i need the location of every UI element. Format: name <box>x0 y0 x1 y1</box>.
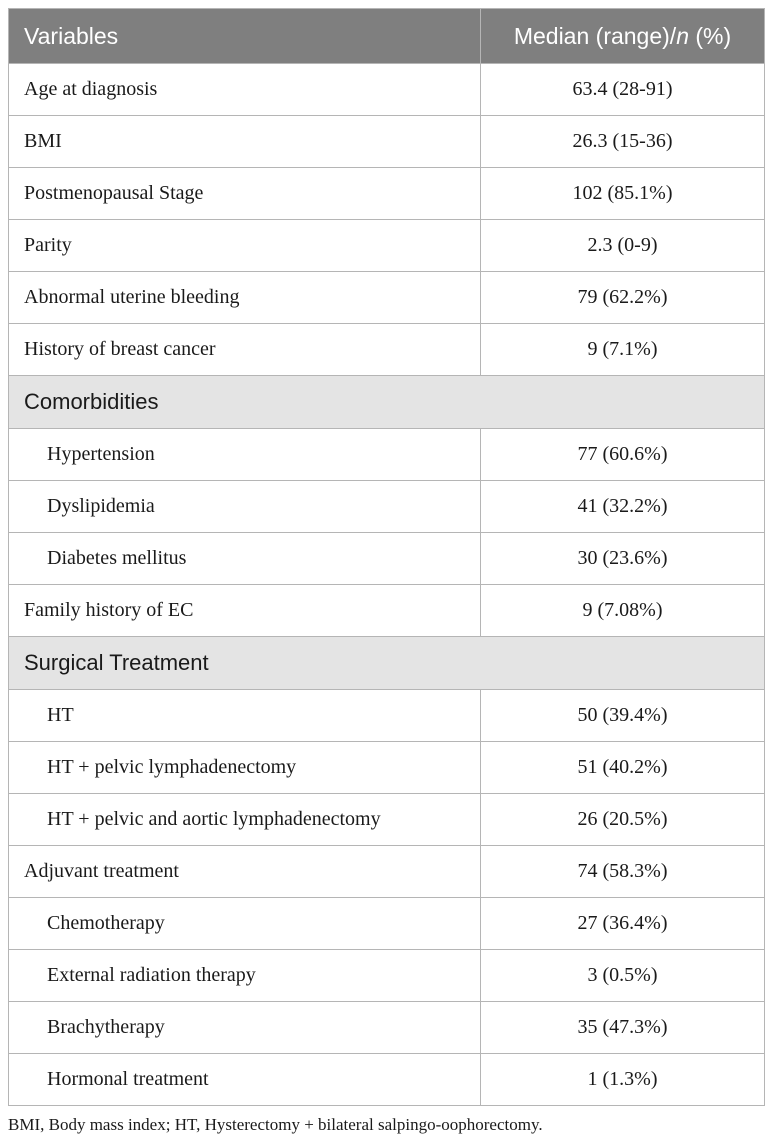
table-row <box>9 64 765 116</box>
value-cell: 9 (7.1%) <box>481 324 765 376</box>
value-cell: 26 (20.5%) <box>481 794 765 846</box>
value-cell: 35 (47.3%) <box>481 1002 765 1054</box>
table-row <box>9 168 765 220</box>
data-table <box>8 8 765 1106</box>
value-cell: 63.4 (28-91) <box>481 64 765 116</box>
variable-cell: HT + pelvic and aortic lymphadenectomy <box>9 794 481 846</box>
table-row <box>9 846 765 898</box>
table-row <box>9 898 765 950</box>
table-row <box>9 324 765 376</box>
variable-cell: Brachytherapy <box>9 1002 481 1054</box>
value-cell: 79 (62.2%) <box>481 272 765 324</box>
section-label: Comorbidities <box>9 376 765 429</box>
value-cell: 26.3 (15-36) <box>481 116 765 168</box>
table-row <box>9 429 765 481</box>
table-row <box>9 220 765 272</box>
variable-cell: Adjuvant treatment <box>9 846 481 898</box>
table-row <box>9 533 765 585</box>
value-cell: 51 (40.2%) <box>481 742 765 794</box>
header-row <box>9 9 765 64</box>
table-row <box>9 690 765 742</box>
variable-cell: Postmenopausal Stage <box>9 168 481 220</box>
value-cell: 9 (7.08%) <box>481 585 765 637</box>
header-median-range <box>481 9 765 64</box>
variable-cell: Abnormal uterine bleeding <box>9 272 481 324</box>
variable-cell: Diabetes mellitus <box>9 533 481 585</box>
value-cell: 1 (1.3%) <box>481 1054 765 1106</box>
variable-cell: Parity <box>9 220 481 272</box>
section-header-row <box>9 376 765 429</box>
value-cell: 50 (39.4%) <box>481 690 765 742</box>
header-variables: Variables <box>9 9 481 64</box>
variable-cell: BMI <box>9 116 481 168</box>
table-row <box>9 272 765 324</box>
table-body <box>9 64 765 1106</box>
table-row <box>9 794 765 846</box>
table-header <box>9 9 765 64</box>
variable-cell: HT + pelvic lymphadenectomy <box>9 742 481 794</box>
value-cell: 41 (32.2%) <box>481 481 765 533</box>
table-row <box>9 585 765 637</box>
header-median-prefix: Median (range)/ <box>513 22 677 49</box>
table-row <box>9 1002 765 1054</box>
value-cell: 30 (23.6%) <box>481 533 765 585</box>
header-percent-suffix: (%) <box>688 22 732 49</box>
variable-cell: Chemotherapy <box>9 898 481 950</box>
value-cell: 27 (36.4%) <box>481 898 765 950</box>
value-cell: 102 (85.1%) <box>481 168 765 220</box>
value-cell: 77 (60.6%) <box>481 429 765 481</box>
variable-cell: Dyslipidemia <box>9 481 481 533</box>
table-row <box>9 742 765 794</box>
variable-cell: HT <box>9 690 481 742</box>
table-row <box>9 481 765 533</box>
value-cell: 3 (0.5%) <box>481 950 765 1002</box>
section-header-row <box>9 637 765 690</box>
variable-cell: Age at diagnosis <box>9 64 481 116</box>
section-label: Surgical Treatment <box>9 637 765 690</box>
table-row <box>9 950 765 1002</box>
table-row <box>9 1054 765 1106</box>
value-cell: 2.3 (0-9) <box>481 220 765 272</box>
variable-cell: Hormonal treatment <box>9 1054 481 1106</box>
header-n-italic: n <box>676 22 689 49</box>
table-footnote: BMI, Body mass index; HT, Hysterectomy + bilateral salpingo-oophorectomy. <box>8 1115 543 1134</box>
value-cell: 74 (58.3%) <box>481 846 765 898</box>
variable-cell: External radiation therapy <box>9 950 481 1002</box>
variable-cell: History of breast cancer <box>9 324 481 376</box>
table-row <box>9 116 765 168</box>
variable-cell: Family history of EC <box>9 585 481 637</box>
variable-cell: Hypertension <box>9 429 481 481</box>
